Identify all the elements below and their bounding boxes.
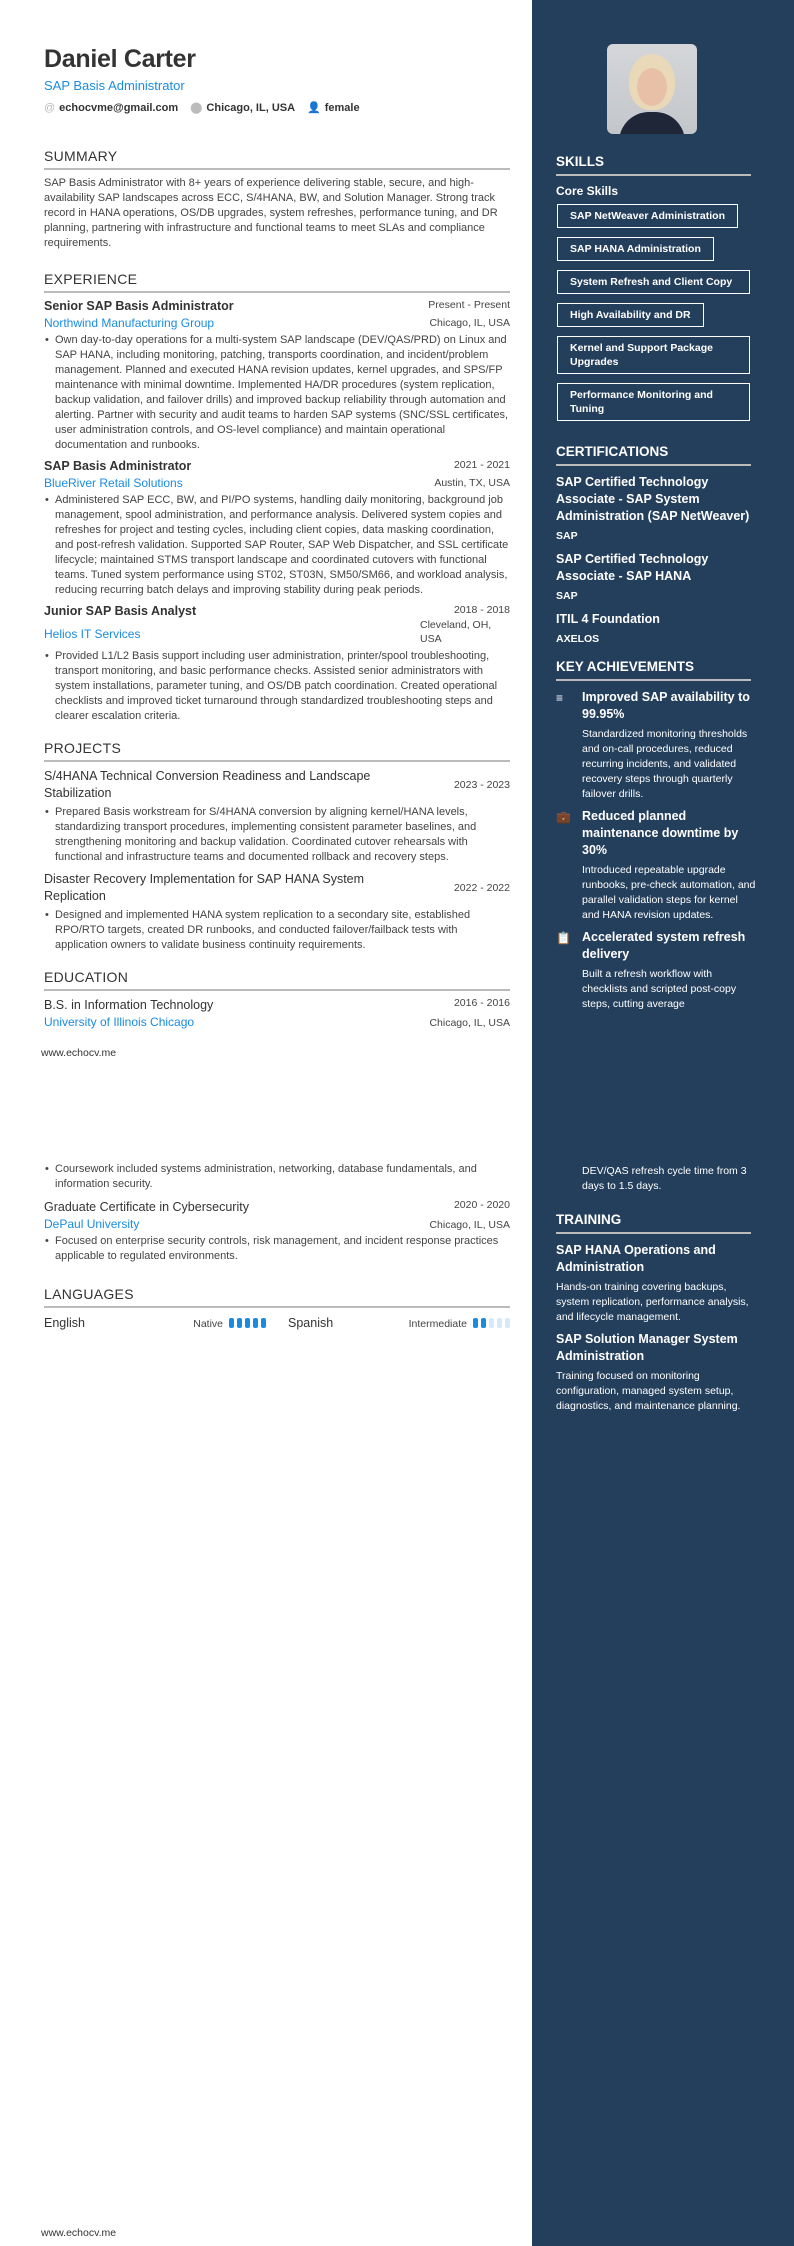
sidebar xyxy=(532,0,794,2246)
training-desc: Training focused on monitoring configuration, managed system setup, diagnostics, and maintenance planning. xyxy=(556,1370,741,1412)
section-heading: SKILLS xyxy=(556,154,751,176)
training-title: SAP Solution Manager System Administration xyxy=(556,1332,738,1363)
education-bullet: • Coursework included systems administration, networking, database fundamentals, and information security. xyxy=(44,1162,510,1192)
skill-tag: System Refresh and Client Copy xyxy=(557,270,750,294)
achievement-desc: Standardized monitoring thresholds and on-call procedures, reduced recurring incidents, and validated recovery steps through quarterly failover drills. xyxy=(582,728,748,800)
job-role: Junior SAP Basis Analyst xyxy=(44,604,197,618)
achievement-title: Accelerated system refresh delivery xyxy=(582,930,746,961)
cert-name: SAP Certified Technology Associate - SAP HANA xyxy=(556,552,709,583)
briefcase-icon: 💼 xyxy=(556,810,571,824)
language-level: Native xyxy=(193,1318,223,1330)
skill-tag: SAP HANA Administration xyxy=(557,237,714,261)
education-section xyxy=(44,969,510,1029)
job-entry xyxy=(44,604,510,724)
header xyxy=(44,44,510,114)
language-item xyxy=(44,1314,266,1332)
main-column xyxy=(41,0,510,2239)
section-heading: TRAINING xyxy=(556,1212,751,1234)
clipboard-check-icon: 📋 xyxy=(556,931,571,945)
profile-photo xyxy=(607,44,697,134)
job-role: SAP Basis Administrator xyxy=(44,459,192,473)
project-bullet: • Prepared Basis workstream for S/4HANA conversion by aligning kernel/HANA levels, standardizing transport procedures, implementing consistent parameter baselines, and strengthening monitoring and backup validation. Coordinated cutover rehearsals with functional and infrastructure teams and documented rollback and recovery steps. xyxy=(44,805,510,865)
summary-text: SAP Basis Administrator with 8+ years of experience delivering stable, secure, and high-availability SAP landscapes across ECC, S/4HANA, BW, and Solution Manager. Strong track record in HANA operations, OS/DB upgrades, system refreshes, performance tuning, and DR planning, partnering with infrastructure and functional teams to meet SLAs and compliance requirements. xyxy=(44,177,498,249)
achievement-desc-continued: DEV/QAS refresh cycle time from 3 days to 1.5 days. xyxy=(582,1165,747,1192)
section-heading: CERTIFICATIONS xyxy=(556,444,751,466)
section-heading: KEY ACHIEVEMENTS xyxy=(556,659,751,681)
rating-dot xyxy=(505,1318,510,1328)
page-one-sidebar xyxy=(556,0,770,1160)
language-name: Spanish xyxy=(288,1315,334,1330)
section-heading: EDUCATION xyxy=(44,969,510,991)
skill-tag: High Availability and DR xyxy=(557,303,704,327)
skills-section xyxy=(556,154,756,430)
rating-dot xyxy=(245,1318,250,1328)
company: Helios IT Services xyxy=(44,626,141,641)
training-section xyxy=(556,1212,756,1414)
education-location: Chicago, IL, USA xyxy=(429,1017,510,1029)
gender: female xyxy=(324,102,360,114)
person-icon: 👤 xyxy=(307,102,321,114)
certifications-section xyxy=(556,444,756,645)
cert-name: ITIL 4 Foundation xyxy=(556,612,660,626)
candidate-name: Daniel Carter xyxy=(44,45,196,73)
language-name: English xyxy=(44,1315,85,1330)
job-role: Senior SAP Basis Administrator xyxy=(44,299,234,313)
section-heading: LANGUAGES xyxy=(44,1286,510,1308)
degree: B.S. in Information Technology xyxy=(44,998,214,1012)
company: Northwind Manufacturing Group xyxy=(44,316,215,330)
rating-dot xyxy=(253,1318,258,1328)
education-bullet: • Focused on enterprise security controls, risk management, and incident response practices applicable to regulated environments. xyxy=(44,1234,510,1264)
school: University of Illinois Chicago xyxy=(44,1015,195,1029)
footer-url[interactable]: www.echocv.me xyxy=(41,1047,117,1059)
job-bullet: • Administered SAP ECC, BW, and PI/PO systems, handling daily monitoring, background job management, spool administration, and performance analysis. Delivered system copies and refreshes for project and testing cycles, including client copies, data masking coordination, and post-refresh validation. Supported SAP Router, SAP Web Dispatcher, and SSL certificate lifecycle; maintained STMS transport landscape and coordinated cutovers with functional teams. Tuned system performance using ST02, ST03N, SM50/SM66, and workload analysis, reducing recurring batch delays and improving stability during peak periods. xyxy=(44,493,510,598)
language-rating xyxy=(229,1318,266,1328)
email[interactable]: echocvme@gmail.com xyxy=(59,101,179,114)
skill-tag: Kernel and Support Package Upgrades xyxy=(557,336,750,374)
rating-dot xyxy=(237,1318,242,1328)
cert-issuer: SAP xyxy=(556,590,578,602)
language-level: Intermediate xyxy=(408,1318,467,1330)
at-icon: @ xyxy=(44,101,56,114)
education-dates: 2020 - 2020 xyxy=(453,1199,510,1211)
training-desc: Hands-on training covering backups, system replication, performance analysis, and lifecycle management. xyxy=(556,1281,749,1323)
rating-dot xyxy=(489,1318,494,1328)
job-entry xyxy=(44,299,510,453)
degree: Graduate Certificate in Cybersecurity xyxy=(44,1200,249,1214)
job-dates: Present - Present xyxy=(428,299,510,311)
contact-info xyxy=(44,101,510,114)
summary-section xyxy=(44,148,510,251)
location: Chicago, IL, USA xyxy=(206,102,296,114)
achievements-section xyxy=(556,659,756,1012)
page-one-main xyxy=(41,0,510,1150)
section-heading: SUMMARY xyxy=(44,148,510,170)
training-title: SAP HANA Operations and Administration xyxy=(556,1243,716,1274)
cert-issuer: AXELOS xyxy=(556,633,600,645)
job-location: Austin, TX, USA xyxy=(434,477,510,489)
job-dates: 2018 - 2018 xyxy=(453,604,510,616)
section-heading: EXPERIENCE xyxy=(44,271,510,293)
achievement-item xyxy=(556,689,756,802)
education-dates: 2016 - 2016 xyxy=(453,997,510,1009)
job-dates: 2021 - 2021 xyxy=(453,459,510,471)
experience-section xyxy=(44,271,510,724)
rating-dot xyxy=(481,1318,486,1328)
achievement-title: Improved SAP availability to 99.95% xyxy=(582,690,750,721)
project-title: Disaster Recovery Implementation for SAP HANA System Replication xyxy=(44,872,365,903)
job-entry xyxy=(44,459,510,598)
location-pin-icon: ⬤ xyxy=(190,102,203,114)
project-bullet: • Designed and implemented HANA system replication to a secondary site, established RPO/RTO targets, created DR runbooks, and conducted failover/failback tests with application owners to validate business continuity requirements. xyxy=(44,908,510,953)
project-dates: 2023 - 2023 xyxy=(453,779,510,791)
project-entry xyxy=(44,871,510,953)
education-continued xyxy=(44,1162,510,1264)
project-title: S/4HANA Technical Conversion Readiness and Landscape Stabilization xyxy=(44,769,371,800)
job-location: Chicago, IL, USA xyxy=(429,317,510,329)
job-bullet: • Own day-to-day operations for a multi-system SAP landscape (DEV/QAS/PRD) on Linux and SAP HANA, including monitoring, patching, transports coordination, and incident/problem management. Planned and executed HANA revision updates, kernel upgrades, and SPS/FP maintenance with minimal downtime. Implemented HA/DR procedures (system replication, backup validation, and failover drills) and improved backup reliability through automation and alerting. Partner with security and audit teams to harden SAP systems (SNC/SSL certificates, user administration controls, and OS-level compliance) and maintain operational documentation and runbooks. xyxy=(44,333,510,453)
rating-dot xyxy=(229,1318,234,1328)
project-entry xyxy=(44,768,510,865)
skill-tag: Performance Monitoring and Tuning xyxy=(557,383,750,421)
achievement-item xyxy=(556,929,756,1012)
language-item xyxy=(288,1314,510,1332)
rating-dot xyxy=(473,1318,478,1328)
cert-issuer: SAP xyxy=(556,530,578,542)
list-icon: ≡ xyxy=(556,691,564,705)
school: DePaul University xyxy=(44,1217,140,1231)
cert-name: SAP Certified Technology Associate - SAP System Administration (SAP NetWeaver) xyxy=(556,475,750,523)
rating-dot xyxy=(497,1318,502,1328)
skill-group: Core Skills xyxy=(556,184,619,198)
education-location: Chicago, IL, USA xyxy=(429,1219,510,1231)
job-bullet: • Provided L1/L2 Basis support including user administration, printer/spool troubleshooting, transport monitoring, and basic performance checks. Assisted senior administrators with system installations, parameter tuning, and OS/DB patch coordination. Created operational checklists and improved ticket turnaround through standardized troubleshooting steps and clearer escalation criteria. xyxy=(44,649,510,724)
company: BlueRiver Retail Solutions xyxy=(44,476,183,490)
skill-tag: SAP NetWeaver Administration xyxy=(557,204,738,228)
job-location: Cleveland, OH, USA xyxy=(420,619,492,645)
job-title: SAP Basis Administrator xyxy=(44,78,185,93)
project-dates: 2022 - 2022 xyxy=(453,882,510,894)
footer-url[interactable]: www.echocv.me xyxy=(41,2227,117,2239)
achievement-desc: Introduced repeatable upgrade runbooks, pre-check automation, and parallel validation steps for kernel and HANA revision updates. xyxy=(582,864,756,921)
languages-section xyxy=(44,1286,510,1332)
language-rating xyxy=(473,1318,510,1328)
projects-section xyxy=(44,740,510,953)
achievement-item xyxy=(556,808,756,923)
section-heading: PROJECTS xyxy=(44,740,510,762)
achievement-title: Reduced planned maintenance downtime by 30% xyxy=(582,809,739,857)
rating-dot xyxy=(261,1318,266,1328)
achievement-desc: Built a refresh workflow with checklists and scripted post-copy steps, cutting average xyxy=(582,968,737,1010)
